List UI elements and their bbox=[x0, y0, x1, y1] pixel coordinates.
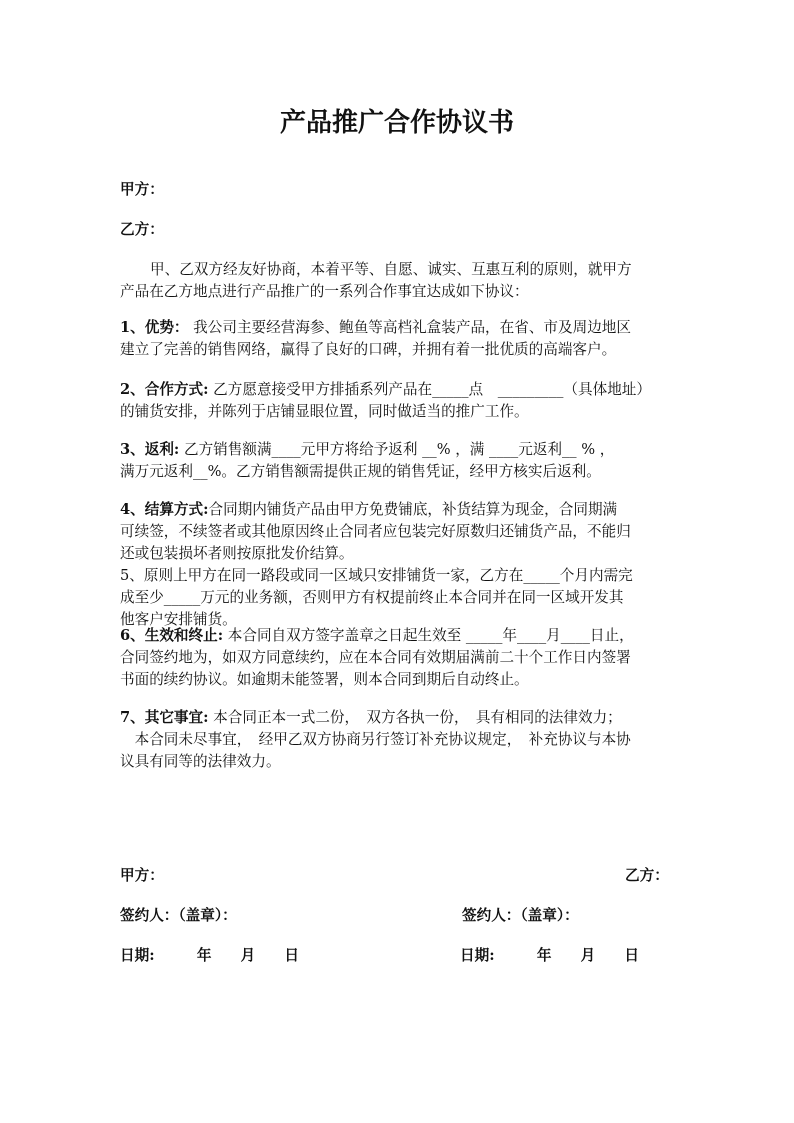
clause-text: 乙方愿意接受甲方排插系列产品在_____点 _________（具体地址） bbox=[213, 381, 651, 398]
clause-6-heading: 6、生效和终止: bbox=[120, 627, 224, 644]
clause-2-line bbox=[120, 380, 651, 400]
page-title: 产品推广合作协议书 bbox=[279, 108, 514, 138]
clause-text: 合同期内铺货产品由甲方免费铺底，补货结算为现金，合同期满 bbox=[208, 501, 618, 518]
clause-6-line bbox=[120, 626, 634, 646]
clause-text: 还或包装损坏者则按原批发价结算。 bbox=[120, 545, 354, 562]
clause-7-line bbox=[120, 708, 622, 728]
clause-text: 建立了完善的销售网络，赢得了良好的口碑，并拥有着一批优质的高端客户。 bbox=[120, 341, 617, 358]
clause-text: 满万元返利__%。乙方销售额需提供正规的销售凭证，经甲方核实后返利。 bbox=[120, 463, 601, 480]
clause-text: 可续签，不续签者或其他原因终止合同者应包装完好原数归还铺货产品，不能归 bbox=[120, 523, 631, 540]
clause-text: 成至少_____万元的业务额，否则甲方有权提前终止本合同并在同一区域开发其 bbox=[120, 589, 624, 606]
date-a: 日期: 年 月 日 bbox=[120, 947, 300, 964]
clause-text: 议具有同等的法律效力。 bbox=[120, 753, 281, 770]
signer-a: 签约人：（盖章）： bbox=[120, 907, 237, 924]
clause-text: 本合同正本一式二份， 双方各执一份， 具有相同的法律效力； bbox=[213, 709, 622, 726]
clause-3-heading: 3、返利: bbox=[120, 441, 180, 458]
clause-text: 他客户安排铺货。 bbox=[120, 611, 237, 628]
signer-b: 签约人：（盖章）： bbox=[462, 907, 579, 924]
signature-party-b: 乙方： bbox=[625, 867, 669, 884]
intro-line: 产品在乙方地点进行产品推广的一系列合作事宜达成如下协议： bbox=[120, 283, 529, 300]
clause-1-heading: 1、优势： bbox=[120, 319, 189, 336]
intro-line: 甲、乙双方经友好协商，本着平等、自愿、诚实、互惠互利的原则，就甲方 bbox=[150, 261, 632, 278]
clause-text: 的铺货安排，并陈列于店铺显眼位置，同时做适当的推广工作。 bbox=[120, 403, 529, 420]
party-a-label: 甲方： bbox=[120, 181, 164, 198]
clause-2-heading: 2、合作方式: bbox=[120, 381, 209, 398]
clause-1-line bbox=[120, 318, 631, 338]
clause-4-line bbox=[120, 500, 617, 520]
clause-text: 我公司主要经营海参、鲍鱼等高档礼盒装产品，在省、市及周边地区 bbox=[193, 319, 631, 336]
clause-4-heading: 4、结算方式: bbox=[120, 501, 209, 518]
clause-3-line bbox=[120, 440, 614, 460]
clause-text: 本合同自双方签字盖章之日起生效至 _____年____月____日止， bbox=[227, 627, 634, 644]
clause-text: 乙方销售额满____元甲方将给予返利 __% ，满 ____元返利__ % ， bbox=[183, 441, 615, 458]
clause-text: 书面的续约协议。如逾期未能签署，则本合同到期后自动终止。 bbox=[120, 671, 529, 688]
clause-text: 5、原则上甲方在同一路段或同一区域只安排铺货一家，乙方在_____个月内需完 bbox=[120, 567, 633, 584]
signature-party-a: 甲方： bbox=[120, 867, 164, 884]
date-b: 日期: 年 月 日 bbox=[460, 947, 640, 964]
clause-7-heading: 7、其它事宜: bbox=[120, 709, 209, 726]
clause-text: 合同签约地为，如双方同意续约，应在本合同有效期届满前二十个工作日内签署 bbox=[120, 649, 631, 666]
party-b-label: 乙方： bbox=[120, 221, 164, 238]
clause-text: 本合同未尽事宜， 经甲乙双方协商另行签订补充协议规定， 补充协议与本协 bbox=[120, 731, 631, 748]
